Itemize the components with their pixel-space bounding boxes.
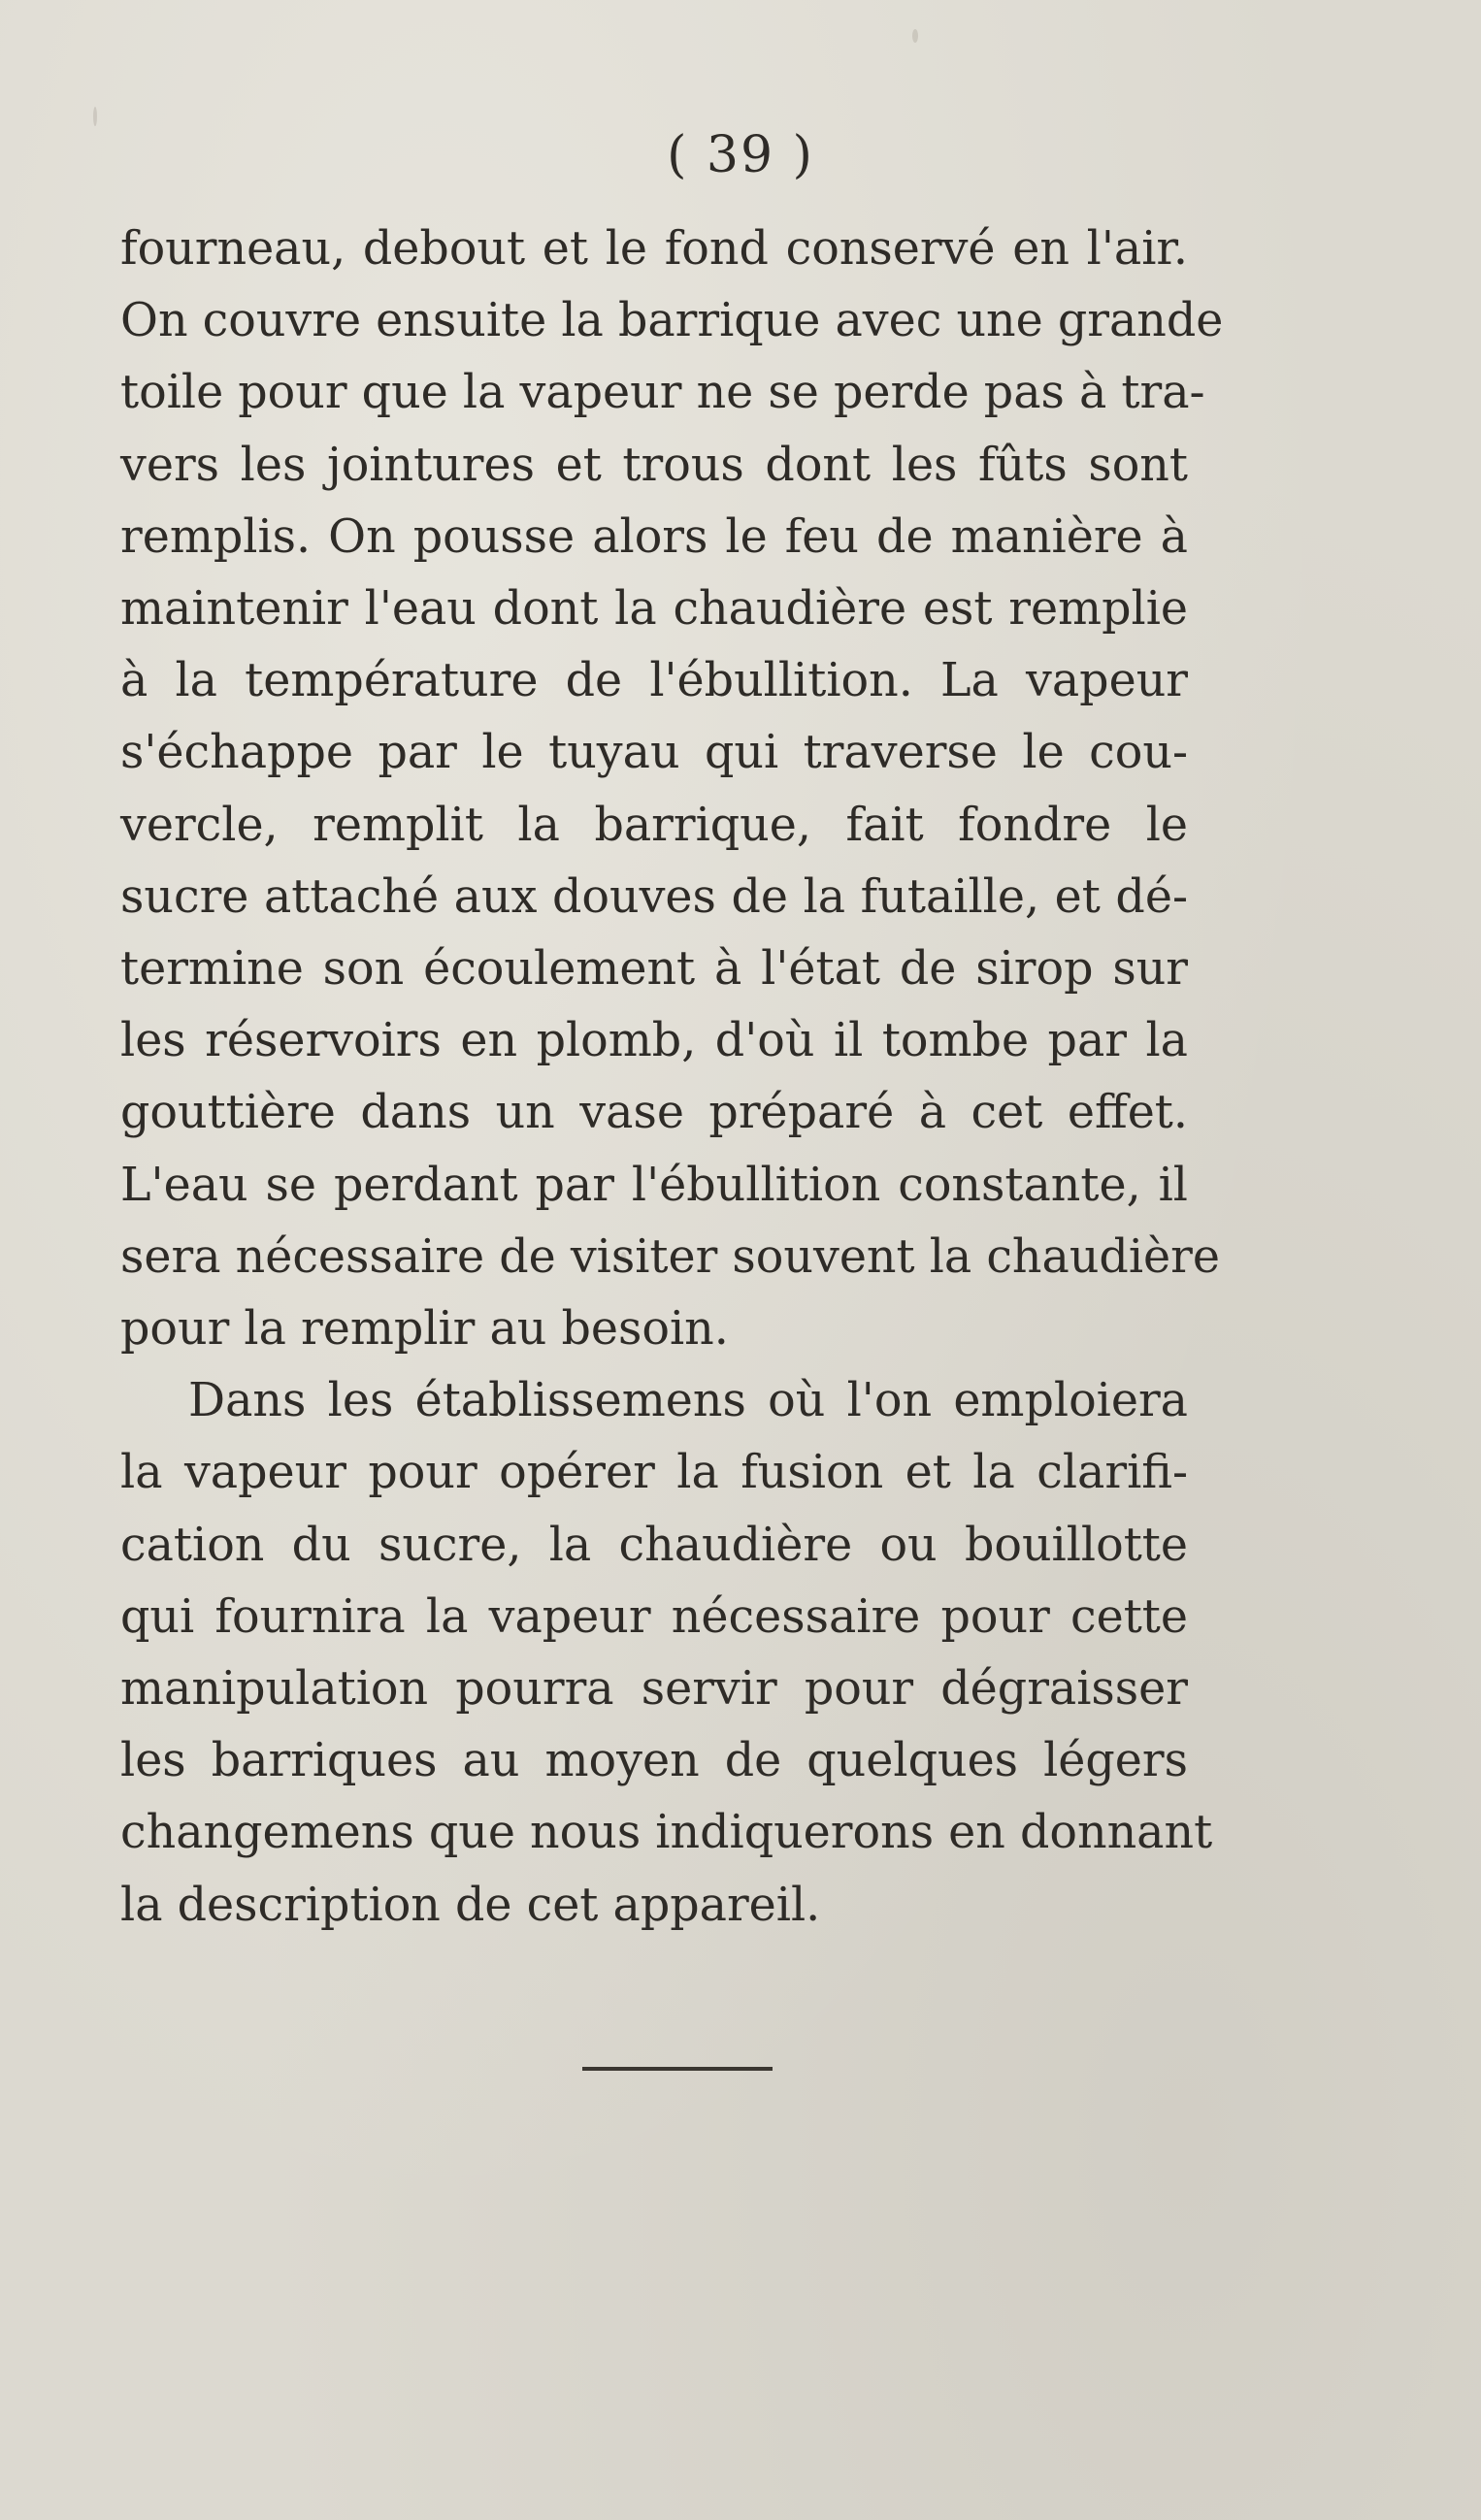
page-number: ( 39 ): [667, 126, 814, 184]
text-line: toile pour que la vapeur ne se perde pas à tra-: [120, 366, 1205, 420]
text-line: Dans les établissemens où l'on emploiera: [188, 1374, 1188, 1428]
text-line: sucre attaché aux douves de la futaille, et dé-: [120, 869, 1188, 924]
text-line: changemens que nous indiquerons en donnant: [120, 1806, 1213, 1860]
text-line: fourneau, debout et le fond conservé en l'air.: [120, 222, 1188, 276]
text-line: à la température de l'ébullition. La vapeur: [120, 654, 1188, 708]
text-line: la vapeur pour opérer la fusion et la clarifi-: [120, 1446, 1188, 1500]
body-text: [120, 213, 1224, 1942]
text-line: On couvre ensuite la barrique avec une grande: [120, 294, 1224, 348]
text-line: gouttière dans un vase préparé à cet effet.: [120, 1086, 1188, 1140]
paper-stain: [912, 29, 918, 43]
text-line: maintenir l'eau dont la chaudière est remplie: [120, 582, 1188, 637]
text-line: s'échappe par le tuyau qui traverse le cou-: [120, 726, 1188, 780]
text-line: remplis. On pousse alors le feu de manière à: [120, 509, 1188, 564]
text-line: sera nécessaire de visiter souvent la chaudière: [120, 1229, 1220, 1284]
paper-stain: [93, 107, 97, 126]
text-line: manipulation pourra servir pour dégraisser: [120, 1662, 1188, 1717]
text-line: les réservoirs en plomb, d'où il tombe par la: [120, 1014, 1188, 1068]
text-line: qui fournira la vapeur nécessaire pour cette: [120, 1589, 1188, 1644]
text-line: les barriques au moyen de quelques légers: [120, 1734, 1188, 1788]
text-line: cation du sucre, la chaudière ou bouillotte: [120, 1518, 1188, 1572]
text-line: termine son écoulement à l'état de sirop sur: [120, 942, 1188, 997]
text-line: L'eau se perdant par l'ébullition constante, il: [120, 1158, 1188, 1212]
text-line: vercle, remplit la barrique, fait fondre le: [120, 798, 1188, 852]
text-line: la description de cet appareil.: [120, 1878, 821, 1932]
section-divider: [582, 2067, 773, 2071]
text-line: vers les jointures et trous dont les fûts sont: [120, 438, 1188, 492]
text-line: pour la remplir au besoin.: [120, 1302, 729, 1357]
